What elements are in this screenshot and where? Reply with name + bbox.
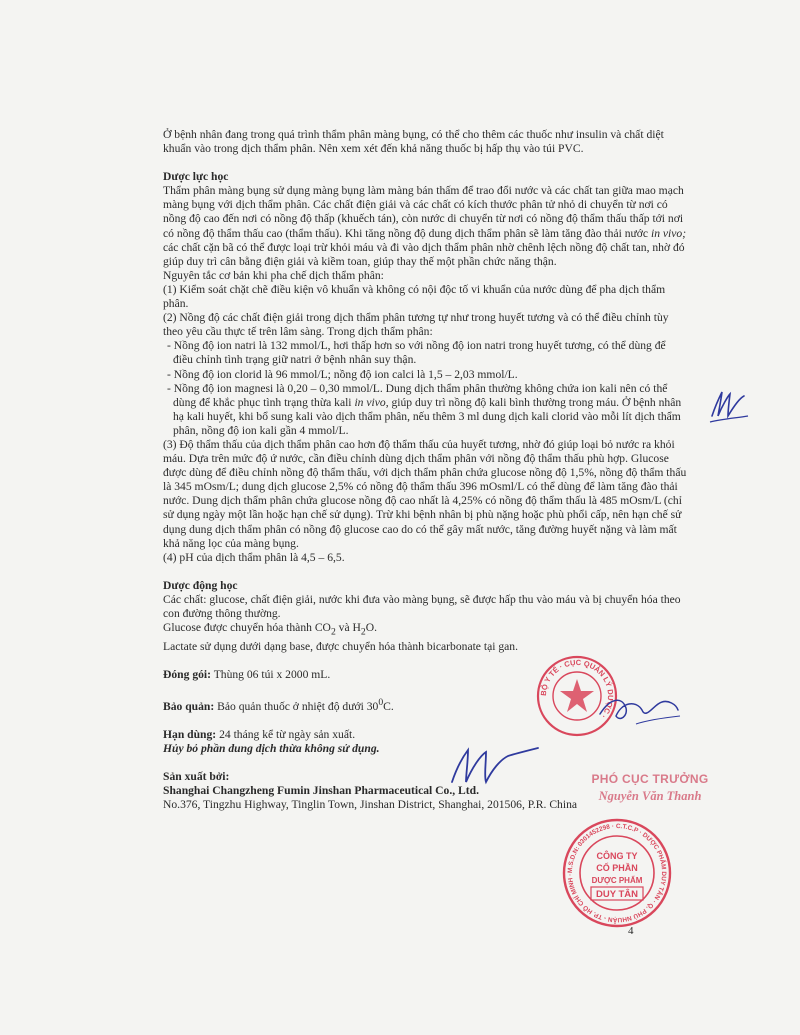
margin-signature — [706, 386, 752, 426]
pharmacodynamics-heading: Dược lực học — [163, 170, 229, 184]
pharmacokinetics-paragraph-2: Glucose được chuyển hóa thành $CO_2$ và $H_2O$. — [163, 621, 377, 638]
manufacturer-name: Shanghai Changzheng Fumin Jinshan Pharmaceutical Co., Ltd. — [163, 783, 479, 797]
principle-item-3: (3) Độ thẩm thấu của dịch thẩm phân cao hơn độ thẩm thấu của huyết tương, nhờ đó giúp loại bỏ nước ra khỏi máu. Dựa trên mức độ ứ nước, cần điều chỉnh dùng dịch thẩm phân với nồng độ thẩm thấu phù hợp. Glucose được dùng để điều chỉnh nồng độ thẩm thấu, với dịch thẩm phân chứa glucose nồng độ 1,5%, nồng độ thẩm thấu là 345 mOsm/L; dung dịch glucose 2,5% có nồng độ thẩm thấu 396 mOsml/L có thể dùng để làm tăng đào thải nước. Dung dịch thẩm phân chứa glucose nồng độ cao nhất là 4,25% có nồng độ thẩm thấu là 485 mOsm/L (chỉ sử dụng ngày một lần hoặc hạn chế sử dụng). Trừ khi bệnh nhân bị phù nặng hoặc phù phổi cấp, nên hạn chế sử dụng dung dịch thẩm phân có nồng độ glucose cao do có thể gây mất nước, tăng đường huyết nặng và làm mất khả năng lọc của màng bụng. — [163, 437, 687, 550]
pharmacokinetics-heading: Dược động học — [163, 578, 238, 592]
signatory-block — [585, 772, 715, 804]
packaging-line: Đóng gói: Thùng 06 túi x 2000 mL. — [163, 667, 331, 681]
principle-item-1: (1) Kiểm soát chặt chẽ điều kiện vô khuẩn và không có nội độc tố vi khuẩn của nước dùng để pha dịch thẩm phân. — [163, 282, 666, 311]
pharmacokinetics-paragraph-3: Lactate sử dụng dưới dạng base, được chuyển hóa thành bicarbonate tại gan. — [163, 639, 518, 653]
manufacturer-address: No.376, Tingzhu Highway, Tinglin Town, Jinshan District, Shanghai, 201506, P.R. China — [163, 798, 578, 812]
company-stamp-ring-text: M.S.D.N: 0301452298 · C.T.C.P · DƯỢC PHẨM DUY TÂN · Q. PHÚ NHUẬN - TP. HỒ CHÍ MINH · — [566, 822, 668, 924]
company-signature — [448, 742, 542, 788]
manufacturer-label: Sản xuất bởi: — [163, 769, 230, 783]
principle-item-2: (2) Nồng độ các chất điện giải trong dịch thẩm phân tương tự như trong huyết tương và có thể điều chỉnh tùy theo yêu cầu thực tế trên lâm sàng. Trong dịch thẩm phân: — [163, 311, 669, 339]
signatory-name: Nguyễn Văn Thanh — [598, 789, 702, 803]
expiry-line: Hạn dùng: 24 tháng kể từ ngày sản xuất. — [163, 727, 356, 741]
director-signature — [596, 690, 682, 734]
pharmacokinetics-paragraph-1: Các chất: glucose, chất điện giải, nước khi đưa vào màng bụng, sẽ được hấp thu vào máu và bị chuyển hóa theo con đường thông thường. — [163, 592, 681, 620]
company-stamp-line-4: DUY TÂN — [595, 889, 639, 900]
company-stamp-line-1: CÔNG TY — [596, 851, 638, 861]
storage-line: Bảo quản: Bảo quản thuốc ở nhiệt độ dưới $30^0C$. — [163, 696, 394, 713]
ministry-stamp-ring-text: BỘ Y TẾ · CỤC QUẢN LÝ DƯỢC · — [538, 657, 616, 721]
intro-paragraph: Ở bệnh nhân đang trong quá trình thẩm phân màng bụng, có thể cho thêm các thuốc như insulin và chất diệt khuẩn vào trong dịch thẩm phân. Nên xem xét đến khả năng thuốc bị hấp thụ vào túi PVC. — [163, 128, 664, 156]
sub-item-magnesium: - Nồng độ ion magnesi là 0,20 – 0,30 mmol/L. Dung dịch thẩm phân thường không chứa ion kali nên có thể dùng để khắc phục tình trạng thừa kali in vivo, giúp duy trì nồng độ kali bình thường trong máu. Ở bệnh nhân hạ kali huyết, khi bổ sung kali vào dịch thẩm phân, nếu thêm 3 ml dung dịch kali clorid vào mỗi lít dịch thẩm phân, nồng độ ion kali gần 4 mmol/L. — [167, 381, 682, 437]
principle-item-4: (4) pH của dịch thẩm phân là 4,5 – 6,5. — [163, 550, 345, 564]
disposal-note: Hủy bỏ phần dung dịch thừa không sử dụng. — [163, 741, 380, 755]
sub-item-chloride: - Nồng độ ion clorid là 96 mmol/L; nồng độ ion calci là 1,5 – 2,03 mmol/L. — [167, 367, 518, 381]
signatory-title: PHÓ CỤC TRƯỞNG — [591, 772, 709, 786]
pharmacodynamics-paragraph: Thẩm phân màng bụng sử dụng màng bụng làm màng bán thấm để trao đổi nước và các chất tan giữa mao mạch màng bụng với dịch thẩm phân. Các chất điện giải và các chất có kích thước phân tử nhỏ di chuyển từ nơi có nồng độ cao đến nơi có nồng độ thấp (khuếch tán), còn nước di chuyển từ nơi có nồng độ thẩm thấu thấp tới nơi có nồng độ thẩm thấu cao (thẩm thấu). Khi tăng nồng độ dung dịch thẩm phân sẽ làm tăng đào thải nước in vivo; các chất cặn bã có thể được loại trừ khỏi máu và đi vào dịch thẩm phân nhờ chênh lệch nồng độ chất tan, nhờ đó giúp duy trì cân bằng điện giải và kiềm toan, giúp thay thế một phần chức năng thận. — [163, 184, 687, 268]
sub-item-sodium: - Nồng độ ion natri là 132 mmol/L, hơi thấp hơn so với nồng độ ion natri trong huyết tương, có thể dùng để điều chỉnh tình trạng giữ natri ở bệnh nhân suy thận. — [167, 339, 666, 367]
page-number: 4 — [628, 925, 634, 937]
company-stamp — [561, 817, 673, 929]
company-stamp-line-3: DƯỢC PHẨM — [591, 876, 643, 885]
company-stamp-line-2: CỔ PHẦN — [596, 863, 638, 873]
principle-line: Nguyên tắc cơ bản khi pha chế dịch thẩm phân: — [163, 268, 384, 282]
